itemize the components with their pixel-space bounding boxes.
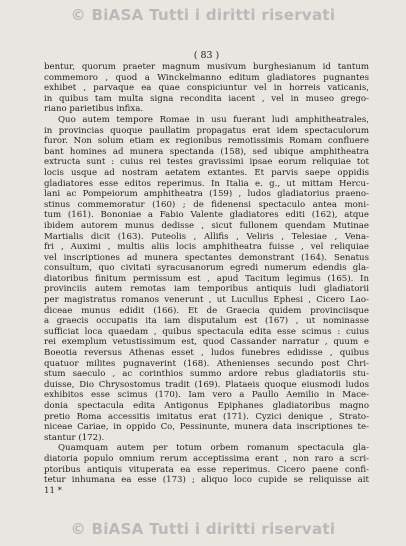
text-line: locis usque ad nostram aetatem extantes. Et parvis saepe oppidis (44, 167, 369, 178)
text-body (44, 62, 369, 496)
text-line: tetur inhumana ea esse (173) ; aliquo loco cupide se reliquisse ait (44, 475, 369, 486)
text-line: ibidem autorem munus dedisse , sicut fullonem quendam Mutinae (44, 220, 369, 231)
text-line: gladiatores esse editos reperimus. In Italia e. g., ut mittam Hercu- (44, 178, 369, 189)
text-line: duisse, Dio Chrysostomus tradit (169). Plataeis quoque eiusmodi ludos (44, 379, 369, 390)
text-line: fri , Auximi , multis aliis locis amphitheatra fuisse , vel reliquiae (44, 242, 369, 253)
document-page (44, 50, 369, 496)
text-line: stantur (172). (44, 432, 105, 443)
text-line: provinciis autem remotas iam temporibus antiquis ludi gladiatorii (44, 284, 369, 295)
text-line: consultum, quo civitati syracusanorum egredi numerum edendis gla- (44, 263, 369, 274)
text-line: per magistratus romanos venerunt , ut Lucullus Ephesi , Cicero Lao- (44, 295, 369, 306)
text-line: pretio Roma accessitis imitatus erat (171). Cyzici denique , Strato- (44, 411, 369, 422)
text-line: Quamquam autem per totum orbem romanum spectacula gla- (58, 443, 369, 454)
watermark-bottom: © BiASA Tutti i diritti riservati (70, 520, 336, 538)
text-line: quatuor milites pugnaverint (168). Athenienses secundo post Chri- (44, 358, 369, 369)
watermark-top: © BiASA Tutti i diritti riservati (70, 6, 336, 24)
text-line: ptoribus antiquis vituperata ea esse reperimus. Cicero paene confi- (44, 464, 369, 475)
text-line: 11 * (44, 485, 62, 496)
text-line: tum (161). Bononiae a Fabio Valente gladiatores editi (162), atque (44, 210, 369, 221)
text-line: commemoro , quod a Winckelmanno editum gladiatores pugnantes (44, 72, 369, 83)
text-line: niceae Cariae, in oppido Co, Pessinunte, munera data inscriptiones te- (44, 422, 369, 433)
text-line: bant homines ad munera spectanda (158), sed ubique amphitheatra (44, 146, 369, 157)
text-line: exhibitos esse scimus (170). Iam vero a Paullo Aemilio in Mace- (44, 390, 369, 401)
text-line: Boeotia reversus Athenas esset , ludos funebres edidisse , quibus (44, 348, 369, 359)
text-line: donia spectacula edita Antigonus Epiphanes gladiatoribus magno (44, 401, 369, 411)
text-line: in provincias quoque paullatim propagatus erat idem spectaculorum (44, 125, 369, 136)
text-line: Martialis dicit (163). Puteolis , Allifis , Veliris , Telesiae , Vena- (44, 231, 369, 242)
text-line: riano parietibus infixa. (44, 104, 144, 115)
text-line: sufficiat loca quaedam , quibus spectacula edita esse scimus : cuius (44, 326, 369, 337)
text-line: diceae munus edidit (166). Et de Graecia quidem provinciisque (44, 305, 369, 316)
text-line: a graecis occupatis ita iam disputalum est (167) , ut nominasse (44, 316, 369, 327)
text-line: Quo autem tempore Romae in usu fuerant ludi amphitheatrales, (58, 114, 369, 125)
text-line: extructa sunt : cuius rei testes gravissimi ipsae eorum reliquiae tot (44, 157, 369, 168)
page-number: ( 83 ) (193, 50, 220, 61)
text-line: exhibet , parvaque ea quae conspiciuntur vel in horreis vaticanis, (44, 83, 369, 94)
text-line: bentur, quorum praeter magnum musivum burghesianum id tantum (44, 62, 369, 72)
text-line: in quibus tam multa signa recondita iacent , vel in museo grego- (44, 93, 369, 104)
text-line: stum saeculo , ac corinthios summo ardore rebus gladiatoriis stu- (44, 369, 369, 380)
text-line: furor. Non solum etiam ex regionibus remotissimis Romam confluere (44, 136, 369, 147)
text-line: lani ac Pompeiorum amphitheatra (159) , ludos gladiatorius praeno- (44, 189, 369, 200)
text-line: diatoria populo omnium rerum acceptissima erant , non raro a scri- (44, 453, 369, 464)
text-line: rei exemplum vetustissimum est, quod Cassander narratur , quum e (44, 337, 369, 348)
text-line: vel inscriptiones ad munera spectantes demonstrant (164). Senatus (44, 252, 369, 263)
text-line: diatoribus finitum permissum est , apud Tacitum legimus (165). In (44, 273, 369, 284)
text-line: stinus commemoratur (160) ; de fidenensi spectaculo antea moni- (44, 199, 369, 210)
